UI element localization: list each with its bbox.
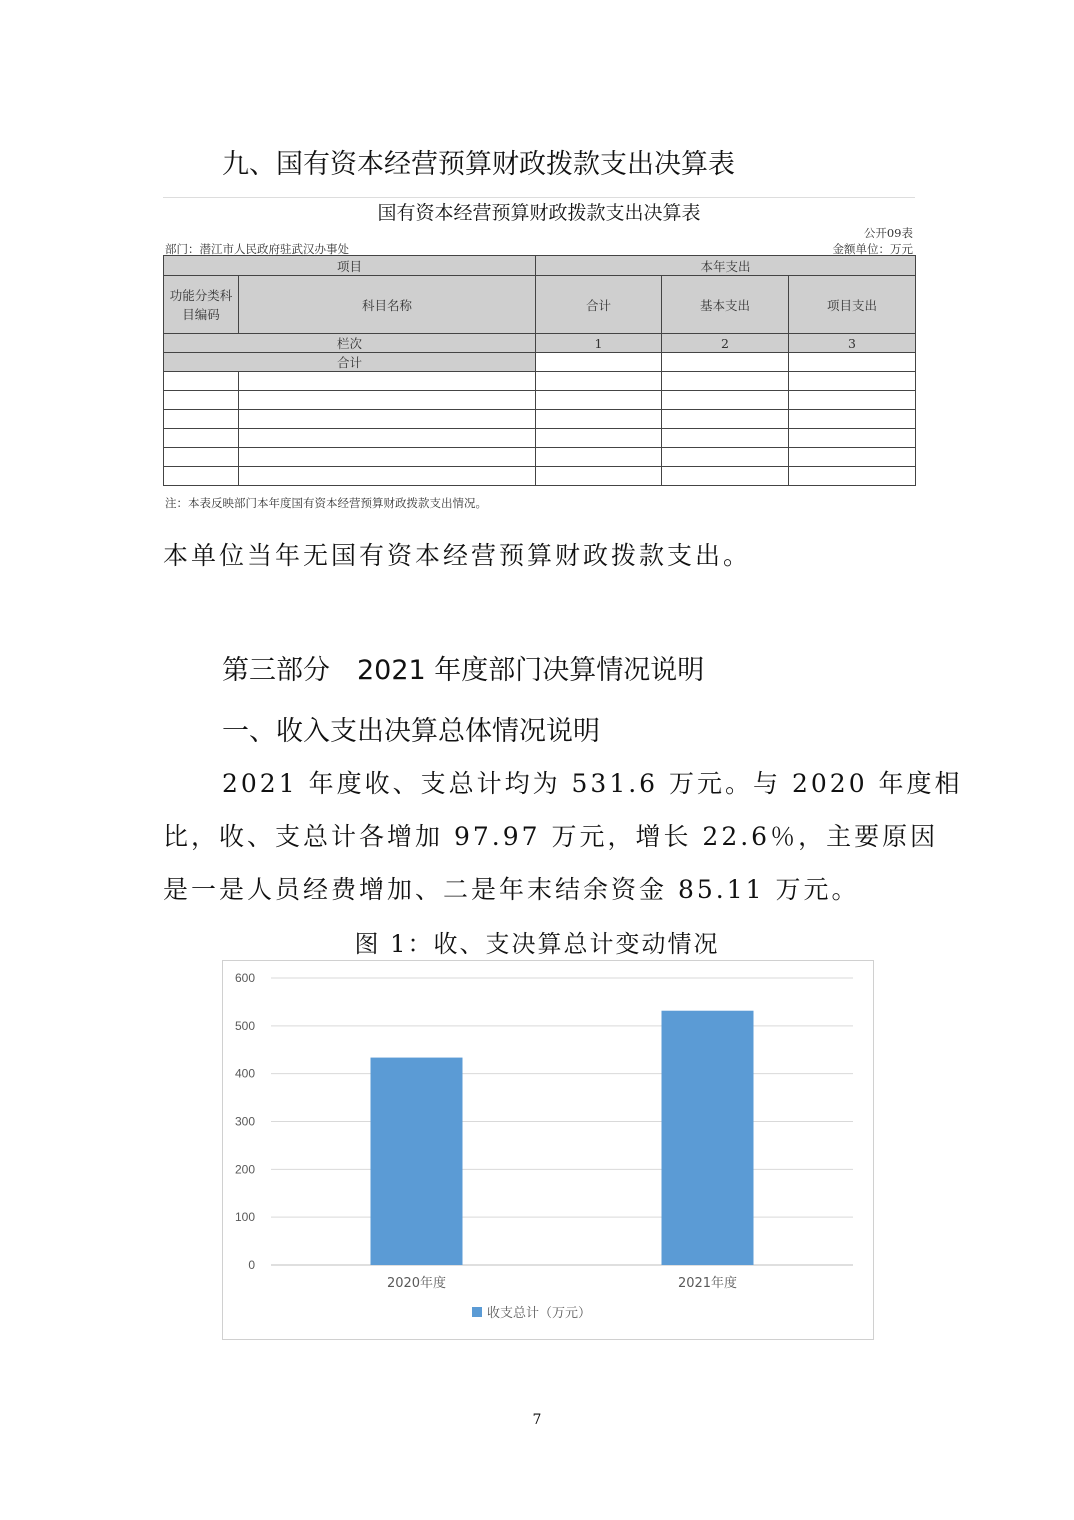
- legend-swatch: [472, 1307, 482, 1317]
- y-tick-label: 0: [248, 1258, 255, 1272]
- page-number: 7: [532, 1412, 542, 1428]
- table-row: [164, 410, 916, 429]
- paragraph-line: 2021 年度收、支总计均为 531.6 万元。与 2020 年度相: [222, 769, 963, 798]
- bar: [662, 1011, 754, 1265]
- y-tick-label: 200: [234, 1162, 255, 1177]
- y-tick-label: 400: [234, 1066, 255, 1081]
- figure-caption: 图 1：收、支决算总计变动情况: [354, 930, 720, 958]
- table-row: [164, 467, 916, 486]
- legend-label: 收支总计（万元）: [487, 1306, 592, 1321]
- form-number: 公开09表: [863, 226, 913, 240]
- col-num-3: 3: [789, 334, 916, 353]
- row-total-label: 合计: [164, 353, 536, 372]
- table-row: [164, 448, 916, 467]
- header-project: 项目: [164, 256, 536, 276]
- part-3-subheading: 一、收入支出决算总体情况说明: [222, 716, 600, 747]
- part-3-heading: 第三部分 2021 年度部门决算情况说明: [222, 655, 705, 686]
- col-num-1: 1: [536, 334, 662, 353]
- bar-chart: [222, 960, 874, 1340]
- row-column-label: 栏次: [164, 334, 536, 353]
- header-current-year: 本年支出: [536, 256, 916, 276]
- table-row: [164, 429, 916, 448]
- y-tick-label: 300: [234, 1114, 255, 1129]
- col-num-2: 2: [662, 334, 789, 353]
- table-row: [164, 391, 916, 410]
- header-name: 科目名称: [239, 276, 536, 334]
- y-tick-label: 500: [234, 1018, 255, 1033]
- table-row: [164, 372, 916, 391]
- department-label: 部门：潜江市人民政府驻武汉办事处: [165, 242, 349, 256]
- total-cell-2: [662, 353, 789, 372]
- header-total: 合计: [536, 276, 662, 334]
- table-note: 注：本表反映部门本年度国有资本经营预算财政拨款支出情况。: [165, 496, 487, 510]
- bar: [371, 1058, 463, 1265]
- y-tick-label: 100: [234, 1210, 255, 1225]
- total-cell-3: [789, 353, 916, 372]
- section-9-heading: 九、国有资本经营预算财政拨款支出决算表: [222, 149, 735, 180]
- x-tick-label: 2020年度: [386, 1276, 447, 1291]
- budget-table: [163, 197, 915, 513]
- table-title: 国有资本经营预算财政拨款支出决算表: [163, 197, 915, 228]
- total-cell-1: [536, 353, 662, 372]
- paragraph-line: 是一是人员经费增加、二是年末结余资金 85.11 万元。: [163, 875, 860, 904]
- table-grid: [163, 255, 916, 486]
- header-code: 功能分类科目编码: [164, 276, 239, 334]
- chart-svg: [223, 961, 873, 1339]
- header-basic: 基本支出: [662, 276, 789, 334]
- paragraph-line: 比，收、支总计各增加 97.97 万元，增长 22.6％，主要原因: [163, 822, 939, 851]
- no-expense-statement: 本单位当年无国有资本经营预算财政拨款支出。: [163, 541, 752, 570]
- x-tick-label: 2021年度: [677, 1276, 738, 1291]
- unit-label: 金额单位：万元: [832, 242, 913, 256]
- y-tick-label: 600: [234, 971, 255, 985]
- header-project-exp: 项目支出: [789, 276, 916, 334]
